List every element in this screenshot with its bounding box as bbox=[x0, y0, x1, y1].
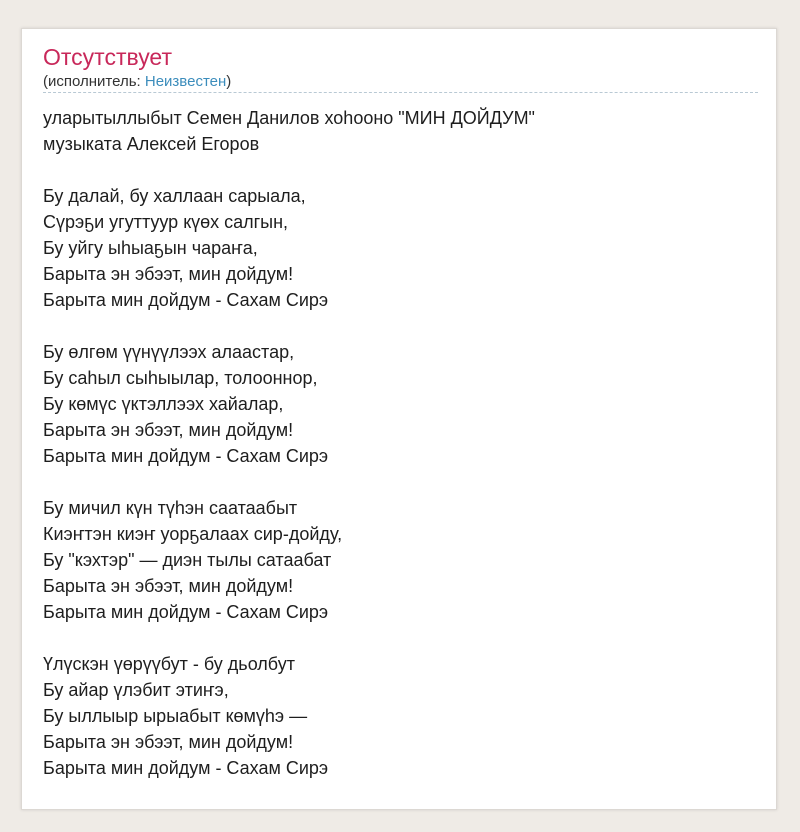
stanza-gap bbox=[43, 625, 758, 651]
lyric-line: Бу "кэхтэр" — диэн тылы сатаабат bbox=[43, 550, 332, 570]
lyrics-card bbox=[21, 28, 777, 810]
artist-link[interactable]: Неизвестен bbox=[144, 73, 227, 90]
lyric-line: Сүрэҕи угуттуур күөх салгын, bbox=[43, 212, 289, 232]
lyric-line: Бу ыллыыр ырыабыт көмүһэ — bbox=[43, 706, 308, 726]
lyric-line: Киэҥтэн киэҥ уорҕалаах сир-дойду, bbox=[43, 524, 343, 544]
lyric-line: Бу айар үлэбит этиҥэ, bbox=[43, 680, 229, 700]
stanza-gap bbox=[43, 469, 758, 495]
lyrics-text bbox=[43, 105, 758, 781]
lyric-line: Барыта эн эбээт, мин дойдум! bbox=[43, 264, 294, 284]
lyric-line: Барыта мин дойдум - Сахам Сирэ bbox=[43, 446, 329, 466]
title-divider bbox=[43, 92, 758, 93]
song-title: Отсутствует bbox=[43, 44, 172, 70]
lyric-line: Бу далай, бу халлаан сарыала, bbox=[43, 186, 306, 206]
lyric-line: Бу көмүс үктэллээх хайалар, bbox=[43, 394, 284, 414]
lyric-line: Барыта эн эбээт, мин дойдум! bbox=[43, 732, 294, 752]
lyric-line: музыката Алексей Егоров bbox=[43, 134, 260, 154]
artist-line bbox=[43, 73, 231, 91]
lyric-line: Барыта мин дойдум - Сахам Сирэ bbox=[43, 602, 329, 622]
lyric-line: Барыта эн эбээт, мин дойдум! bbox=[43, 576, 294, 596]
artist-suffix: ) bbox=[226, 73, 232, 90]
lyric-line: Барыта мин дойдум - Сахам Сирэ bbox=[43, 758, 329, 778]
lyric-line: Бу уйгу ыһыаҕын чараҥа, bbox=[43, 238, 258, 258]
artist-prefix: (исполнитель: bbox=[43, 73, 145, 90]
stanza-gap bbox=[43, 313, 758, 339]
lyric-line: Бу өлгөм үүнүүлээх алаастар, bbox=[43, 342, 295, 362]
lyric-line: Барыта эн эбээт, мин дойдум! bbox=[43, 420, 294, 440]
lyric-line: Бу мичил күн түһэн саатаабыт bbox=[43, 498, 298, 518]
lyric-line: Үлүскэн үөрүүбут - бу дьолбут bbox=[43, 654, 295, 674]
stanza-gap bbox=[43, 157, 758, 183]
lyric-line: уларытыллыбыт Семен Данилов хоһооно "МИН ДОЙДУМ" bbox=[43, 108, 535, 128]
lyric-line: Барыта мин дойдум - Сахам Сирэ bbox=[43, 290, 329, 310]
lyric-line: Бу саһыл сыһыылар, толооннор, bbox=[43, 368, 318, 388]
